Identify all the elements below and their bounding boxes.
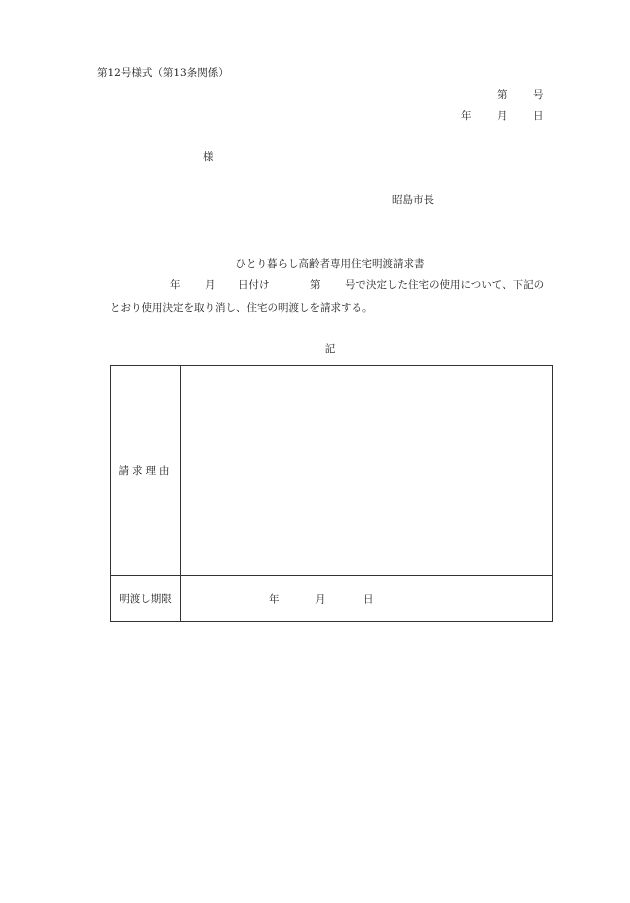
body-number-suffix: 号で決定した住宅の使用について、下記の bbox=[345, 279, 545, 291]
deadline-row bbox=[111, 576, 553, 622]
body-line-2: とおり使用決定を取り消し、住宅の明渡しを請求する。 bbox=[110, 302, 373, 314]
body-month: 月 bbox=[205, 279, 216, 291]
request-table bbox=[110, 365, 553, 622]
reason-value bbox=[181, 366, 553, 576]
body-year: 年 bbox=[170, 279, 181, 291]
deadline-month: 月 bbox=[315, 593, 326, 605]
issue-date-month: 月 bbox=[497, 110, 508, 122]
issue-date-day: 日 bbox=[533, 110, 544, 122]
deadline-value bbox=[181, 576, 553, 622]
document-title: ひとり暮らし高齢者専用住宅明渡請求書 bbox=[235, 258, 425, 270]
body-number-prefix: 第 bbox=[310, 279, 321, 291]
deadline-day: 日 bbox=[363, 593, 374, 605]
addressee-honorific: 様 bbox=[203, 151, 214, 163]
form-number: 第12号様式（第13条関係） bbox=[97, 67, 229, 79]
ki-heading: 記 bbox=[324, 343, 336, 355]
reason-label: 請求理由 bbox=[111, 366, 181, 576]
reason-row bbox=[111, 366, 553, 576]
issuer-name: 昭島市長 bbox=[392, 194, 434, 206]
body-day-dated: 日付け bbox=[238, 279, 270, 291]
document-number-prefix: 第 bbox=[497, 89, 508, 101]
document-number-suffix: 号 bbox=[533, 89, 544, 101]
deadline-label: 明渡し期限 bbox=[111, 576, 181, 622]
issue-date-year: 年 bbox=[461, 110, 472, 122]
deadline-year: 年 bbox=[269, 593, 280, 605]
